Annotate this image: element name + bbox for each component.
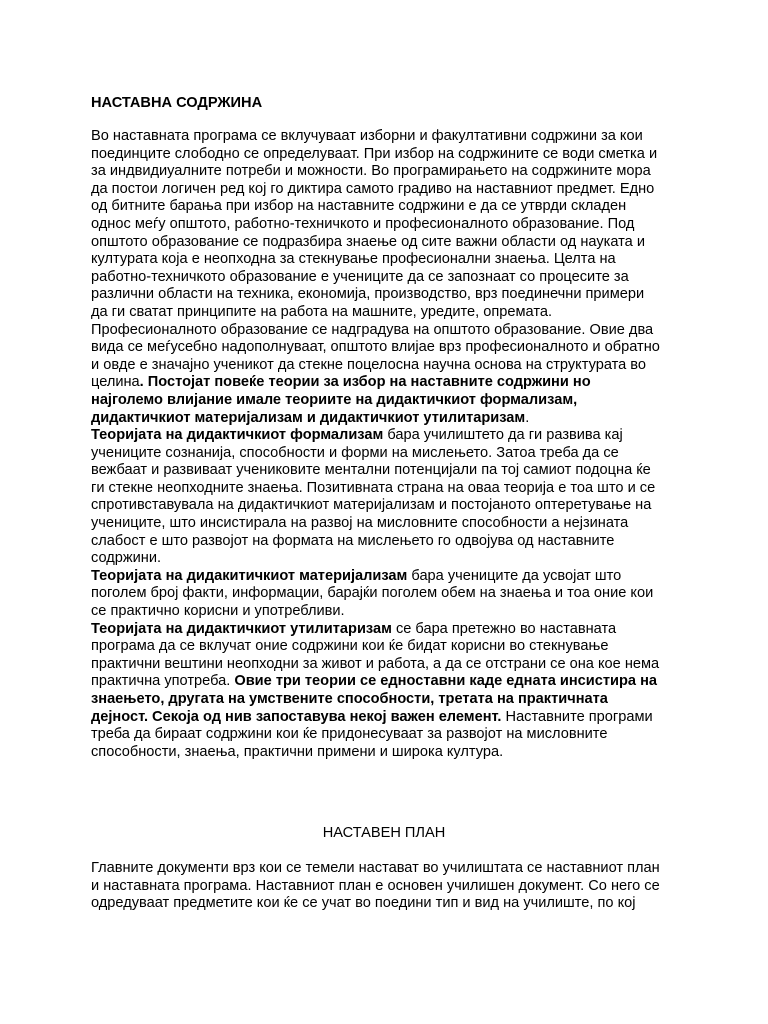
text-line — [91, 709, 691, 727]
text-line — [91, 726, 691, 744]
text-line — [91, 216, 691, 234]
text-run: ги стекне неопходните знаења. Позитивната страна на оваа теорија е тоа што и се — [91, 479, 656, 496]
text-run: бара учениците да усвојат што — [407, 567, 622, 584]
section-heading-plan: НАСТАВЕН ПЛАН — [322, 825, 446, 841]
text-line — [91, 550, 691, 568]
text-line — [91, 304, 691, 322]
text-run: да постои логичен ред кој го диктира самото градиво на наставниот предмет. Едно — [91, 180, 655, 197]
text-run: слабост е што развојот на формата на мислењето го одвојува од наставните — [91, 532, 615, 549]
text-run: се бара претежно во наставната — [391, 620, 617, 637]
text-run: вида се меѓусебно надополнуваат, општото влијае врз професионалното и обратно — [91, 339, 660, 356]
text-line — [91, 322, 691, 340]
text-run: учениците, што инсистирала на развој на мисловните способности а нејзината — [91, 515, 629, 532]
text-line — [91, 585, 691, 603]
text-run: практична употреба. — [91, 673, 235, 690]
text-line — [91, 691, 691, 709]
text-run: практични вештини неопходни за живот и работа, а да се отстрани се она кое нема — [91, 655, 660, 672]
text-run: се практично корисни и употребливи. — [91, 603, 345, 620]
text-line — [91, 269, 691, 287]
text-line — [91, 163, 691, 181]
text-run: програма да се вклучат оние содржини кои ќе бидат корисни во стекнување — [91, 638, 609, 655]
text-run: општото образование се подразбира знаење од сите важни области од науката и — [91, 233, 645, 250]
text-run: бара училиштето да ги развива кај — [383, 427, 623, 444]
text-line — [91, 146, 691, 164]
bold-text-run: дејност. Секоја од нив запоставува некој важен елемент. — [91, 708, 502, 725]
text-line — [91, 128, 691, 146]
text-line — [91, 234, 691, 252]
text-run: целина — [91, 374, 140, 391]
bold-text-run: дидактичкиот материјализам и дидактичкиот утилитаризам — [91, 409, 526, 426]
text-line — [91, 621, 691, 639]
text-line — [91, 462, 691, 480]
text-run: вежбаат и развиваат ученикoвите ментални потенцијали па тој самиот подоцна ќе — [91, 462, 651, 479]
text-run: поголем број факти, информации, барајќи поголем обем на знаења и тоа оние кои — [91, 585, 654, 602]
text-line — [91, 515, 691, 533]
text-line — [91, 374, 691, 392]
bold-text-run: Овие три теории се едноставни каде едната инсистира на — [234, 673, 658, 690]
text-run: треба да бираат содржини кои ќе придонесуваат за развојот на мисловните — [91, 726, 608, 743]
text-run: да ги сватат принципите на работа на машните, уредите, опремата. — [91, 303, 553, 320]
text-line — [91, 427, 691, 445]
text-line — [91, 878, 691, 896]
bold-text-run: најголемо влијание имале теориите на дидактичкиот формализам, — [91, 391, 578, 408]
text-line — [91, 286, 691, 304]
text-run: способности, знаења, практични примени и широка култура. — [91, 743, 504, 760]
text-line — [91, 860, 691, 878]
text-run: спротивставувала на дидактичкиот материјализам и постојаното оптеретување на — [91, 497, 652, 514]
text-line — [91, 638, 691, 656]
text-run: за индвидиуалните потреби и можности. Во програмирањето на содржините мора — [91, 163, 651, 180]
text-run: различни области на техника, економија, производство, врз поединечни примери — [91, 286, 645, 303]
text-line — [91, 533, 691, 551]
bold-text-run: Теоријата на дидактичкиот формализам — [91, 427, 384, 444]
text-line — [91, 339, 691, 357]
text-line — [91, 251, 691, 269]
bold-text-run: Теоријата на дидакитичкиот материјализам — [91, 567, 408, 584]
section-heading-content: НАСТАВНА СОДРЖИНА — [91, 95, 263, 111]
text-run: Главните документи врз кои се темели настават во училиштата се наставниот план — [91, 860, 660, 876]
section-body-plan — [91, 860, 691, 913]
bold-text-run: знаењето, другата на умствените способности, третата на практичната — [91, 691, 608, 707]
text-run: Наставните програми — [501, 708, 653, 725]
text-line — [91, 198, 691, 216]
text-line — [91, 480, 691, 498]
text-run: Во наставната програма се вклучуваат изборни и факултативни содржини за кои — [91, 128, 643, 144]
text-run: и наставната програма. Наставниот план е основен училишен документ. Со него се — [91, 877, 660, 894]
text-line — [91, 392, 691, 410]
text-run: работно-техничкото образование е учениците да се запознаат со процесите за — [91, 268, 629, 285]
text-line — [91, 656, 691, 674]
text-run: учениците сознанија, способности и форми на мислењето. Затоа треба да се — [91, 444, 619, 461]
text-line — [91, 445, 691, 463]
text-line — [91, 410, 691, 428]
bold-text-run: . Постојат повеќе теории за избор на наставните содржини но — [139, 374, 591, 391]
text-line — [91, 568, 691, 586]
text-line — [91, 744, 691, 762]
text-line — [91, 673, 691, 691]
text-line — [91, 895, 691, 913]
text-run: од битните барања при избор на наставните содржини е да се утврди складен — [91, 198, 627, 215]
text-run: и овде е значајно ученикот да стекне поцелосна научна основа на структурата во — [91, 356, 647, 373]
text-run: поединците слободно се определуваат. При избор на содржините се води сметка и — [91, 145, 658, 162]
text-line — [91, 181, 691, 199]
text-run: однос меѓу општото, работно-техничкото и професионалното образование. Под — [91, 215, 635, 232]
bold-text-run: Теоријата на дидактичкиот утилитаризам — [91, 620, 392, 637]
text-run: содржини. — [91, 550, 162, 567]
text-line — [91, 603, 691, 621]
text-run: . — [525, 409, 530, 426]
text-run: одредуваат предметите кои ќе се учат во поедини тип и вид на училиште, по кој — [91, 895, 636, 912]
text-line — [91, 497, 691, 515]
text-line — [91, 357, 691, 375]
section-body-content — [91, 128, 691, 761]
text-run: културата која е неопходна за стекнување професионални знаења. Целта на — [91, 251, 616, 268]
text-run: Професионалното образование се надградува на општото образование. Овие два — [91, 321, 654, 338]
